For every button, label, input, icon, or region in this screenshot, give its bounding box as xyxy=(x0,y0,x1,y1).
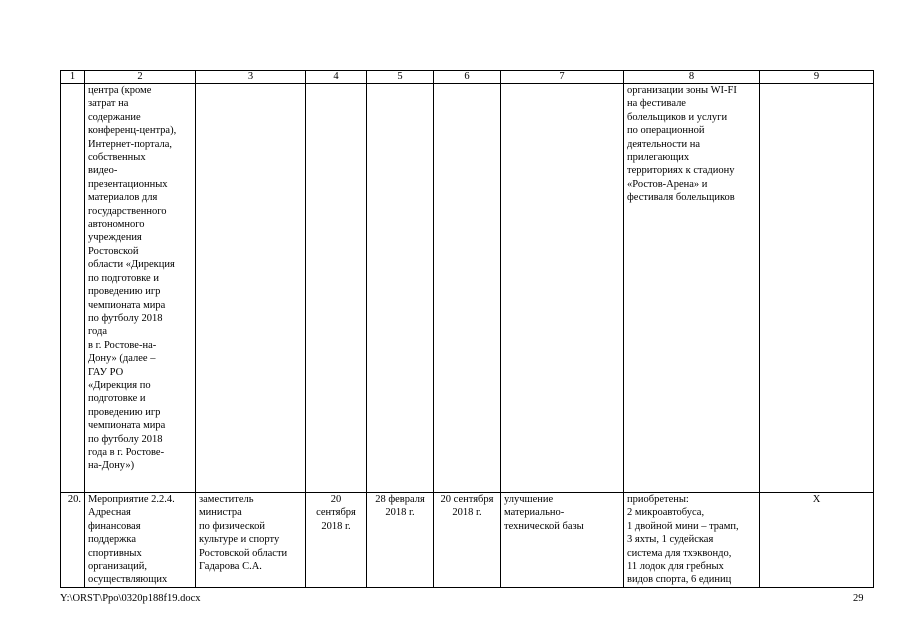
cell-deadline: 20 сентября 2018 г. xyxy=(306,493,367,588)
cell-empty xyxy=(434,84,501,493)
column-number: 8 xyxy=(624,71,760,84)
footer-file-path: Y:\ORST\Ppo\0320p188f19.docx xyxy=(60,593,201,604)
cell-empty xyxy=(501,84,624,493)
cell-row-number: 20. xyxy=(61,493,85,588)
cell-start-date: 28 февраля 2018 г. xyxy=(367,493,434,588)
column-number: 1 xyxy=(61,71,85,84)
cell-end-date: 20 сентября 2018 г. xyxy=(434,493,501,588)
page-number: 29 xyxy=(853,593,864,604)
cell-empty xyxy=(61,84,85,493)
column-number: 3 xyxy=(196,71,306,84)
column-number-row xyxy=(61,71,874,84)
column-number: 7 xyxy=(501,71,624,84)
column-number: 2 xyxy=(85,71,196,84)
cell-event-continued: центра (кроме затрат на содержание конференц-центра), Интернет-портала, собственных видео- презентационных материалов для государственного автономного учреждения Ростовской области «Дирекция по подготовке и проведению игр чемпионата мира по футболу 2018 года в г. Ростове-на- Дону» (далее – ГАУ РО «Дирекция по подготовке и проведению игр чемпионата мира по футболу 2018 года в г. Ростове- на-Дону») xyxy=(85,84,196,493)
cell-expected-result: улучшение материально- технической базы xyxy=(501,493,624,588)
cell-mark: Х xyxy=(760,493,874,588)
cell-achieved-result: приобретены: 2 микроавтобуса, 1 двойной мини – трамп, 3 яхты, 1 судейская система для тхэквондо, 11 лодок для гребных видов спорта, 6 единиц xyxy=(624,493,760,588)
cell-empty xyxy=(367,84,434,493)
table-row-20 xyxy=(61,493,874,588)
cell-event: Мероприятие 2.2.4. Адресная финансовая поддержка спортивных организаций, осуществляющих xyxy=(85,493,196,588)
cell-empty xyxy=(196,84,306,493)
column-number: 6 xyxy=(434,71,501,84)
column-number: 5 xyxy=(367,71,434,84)
cell-responsible: заместитель министра по физической культуре и спорту Ростовской области Гадарова С.А. xyxy=(196,493,306,588)
document-table xyxy=(60,70,874,588)
column-number: 9 xyxy=(760,71,874,84)
cell-empty xyxy=(306,84,367,493)
table-row-continued xyxy=(61,84,874,493)
column-number: 4 xyxy=(306,71,367,84)
cell-empty xyxy=(760,84,874,493)
cell-achieved-continued: организации зоны WI-FI на фестивале болельщиков и услуги по операционной деятельности на прилегающих территориях к стадиону «Ростов-Арена» и фестиваля болельщиков xyxy=(624,84,760,493)
